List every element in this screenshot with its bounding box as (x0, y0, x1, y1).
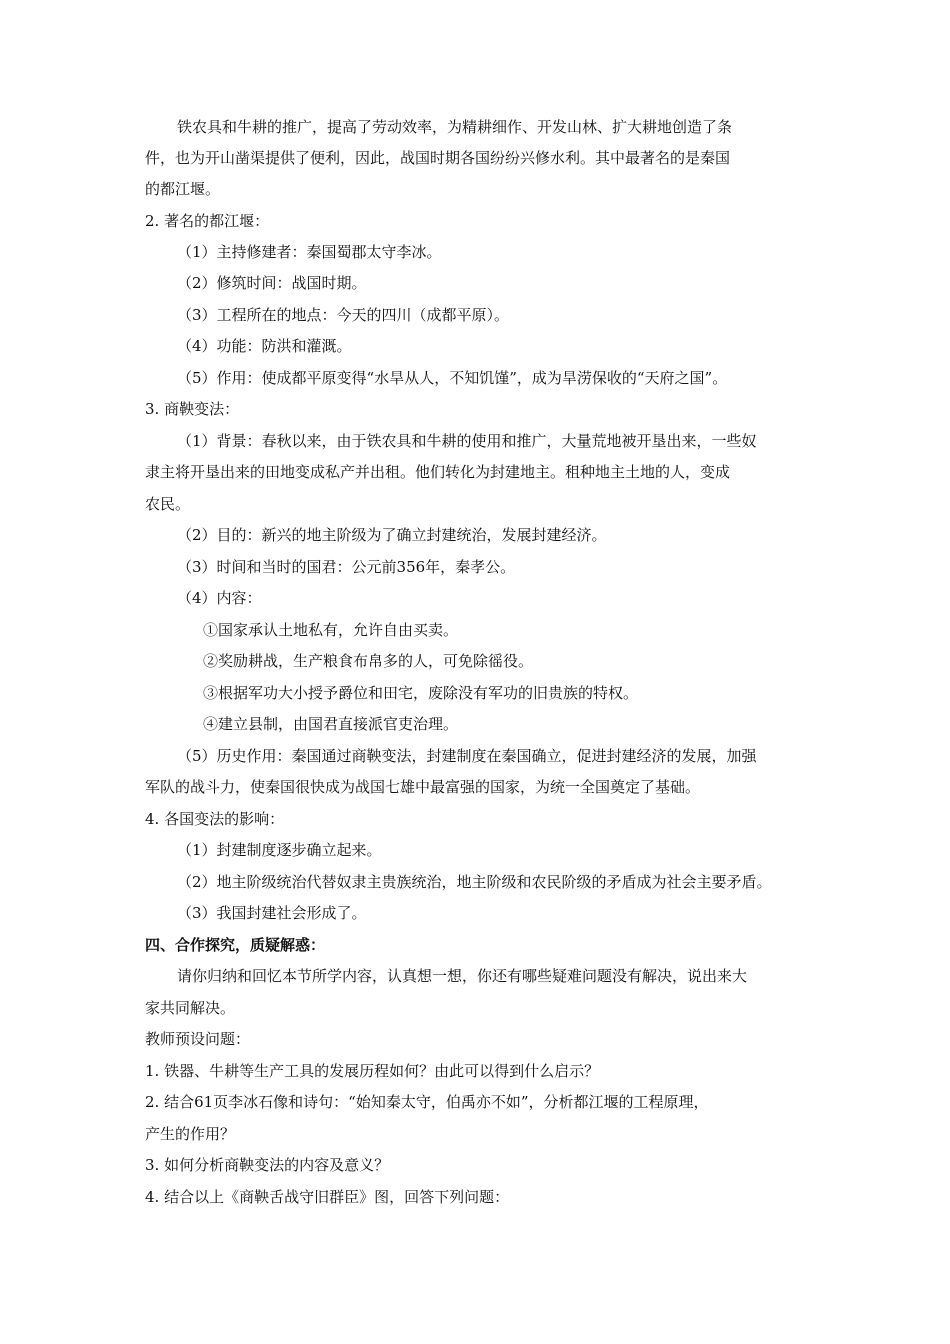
paragraph-line: 产生的作用？ (145, 1125, 236, 1143)
list-item: （2）目的：新兴的地主阶级为了确立封建统治，发展封建经济。 (177, 526, 607, 544)
paragraph-line: 军队的战斗力，使秦国很快成为战国七雄中最富强的国家，为统一全国奠定了基础。 (145, 778, 701, 796)
paragraph-line: 农民。 (145, 495, 191, 513)
list-item: （5）作用：使成都平原变得“水旱从人，不知饥馑”，成为旱涝保收的“天府之国”。 (177, 369, 728, 387)
list-item: （3）工程所在的地点：今天的四川（成都平原）。 (177, 306, 510, 324)
sub-list-item: ①国家承认土地私有，允许自由买卖。 (203, 621, 459, 639)
section-heading: 2. 著名的都江堰： (145, 212, 270, 230)
list-item: （4）内容： (177, 589, 262, 607)
list-item: （3）时间和当时的国君：公元前356年，秦孝公。 (177, 558, 516, 576)
paragraph-line: 件，也为开山凿渠提供了便利，因此，战国时期各国纷纷兴修水利。其中最著名的是秦国 (145, 149, 731, 167)
question-item: 1. 铁器、牛耕等生产工具的发展历程如何？由此可以得到什么启示？ (145, 1062, 600, 1080)
list-item: （3）我国封建社会形成了。 (177, 904, 367, 922)
sub-list-item: ③根据军功大小授予爵位和田宅，废除没有军功的旧贵族的特权。 (203, 684, 639, 702)
list-item: （1）主持修建者：秦国蜀郡太守李冰。 (177, 243, 442, 261)
list-item: （5）历史作用：秦国通过商鞅变法，封建制度在秦国确立，促进封建经济的发展，加强 (177, 747, 757, 765)
sub-list-item: ④建立县制，由国君直接派官吏治理。 (203, 715, 459, 733)
paragraph-line: 铁农具和牛耕的推广，提高了劳动效率，为精耕细作、开发山林、扩大耕地创造了条 (177, 118, 733, 136)
list-item: （1）封建制度逐步确立起来。 (177, 841, 382, 859)
question-item: 4. 结合以上《商鞅舌战守旧群臣》图，回答下列问题： (145, 1188, 510, 1206)
paragraph-line: 隶主将开垦出来的田地变成私产并出租。他们转化为封建地主。租种地主土地的人，变成 (145, 463, 731, 481)
part-heading: 四、合作探究，质疑解惑： (145, 936, 326, 954)
list-item: （4）功能：防洪和灌溉。 (177, 337, 352, 355)
section-heading: 3. 商鞅变法： (145, 400, 240, 418)
list-item: （1）背景：春秋以来，由于铁农具和牛耕的使用和推广，大量荒地被开垦出来，一些奴 (177, 432, 757, 450)
list-item: （2）修筑时间：战国时期。 (177, 274, 367, 292)
sub-list-item: ②奖励耕战，生产粮食布帛多的人，可免除徭役。 (203, 652, 534, 670)
question-item: 3. 如何分析商鞅变法的内容及意义？ (145, 1156, 390, 1174)
paragraph-line: 教师预设问题： (145, 1030, 251, 1048)
list-item: （2）地主阶级统治代替奴隶主贵族统治，地主阶级和农民阶级的矛盾成为社会主要矛盾。 (177, 873, 772, 891)
section-heading: 4. 各国变法的影响： (145, 810, 285, 828)
paragraph-line: 的都江堰。 (145, 180, 221, 198)
paragraph-line: 家共同解决。 (145, 999, 236, 1017)
paragraph-line: 请你归纳和回忆本节所学内容，认真想一想，你还有哪些疑难问题没有解决，说出来大 (177, 967, 748, 985)
question-item: 2. 结合61页李冰石像和诗句：“始知秦太守，伯禹亦不如”，分析都江堰的工程原理， (145, 1093, 709, 1111)
